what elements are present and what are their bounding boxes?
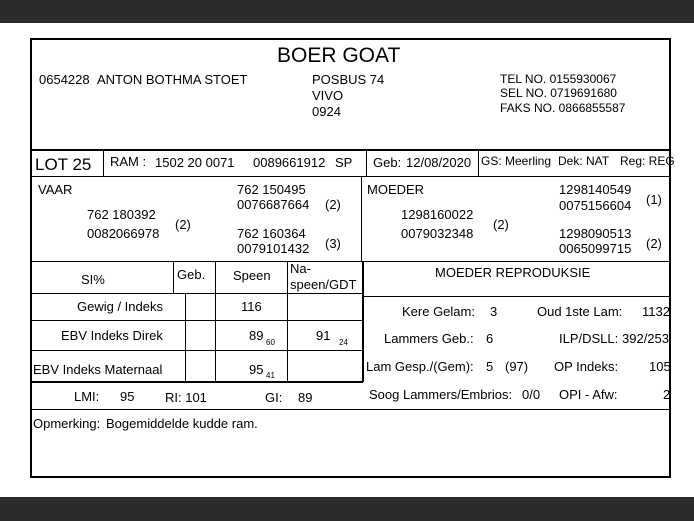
ri-value: RI: 101 — [165, 390, 207, 405]
sire-dam-number: 762 160364 — [237, 226, 306, 241]
card-title: BOER GOAT — [277, 44, 401, 67]
lmi-value: 95 — [120, 389, 135, 404]
sire-sire-count: (2) — [325, 197, 341, 212]
gi-label: GI: — [265, 390, 283, 405]
breeder-code: 0654228 — [39, 72, 90, 87]
breeder-name: ANTON BOTHMA STOET — [97, 72, 248, 87]
address-line-3: 0924 — [312, 104, 341, 119]
birth-date: 12/08/2020 — [406, 155, 472, 170]
repro-title: MOEDER REPRODUKSIE — [435, 265, 591, 280]
gewig-speen: 116 — [241, 299, 262, 314]
direk-naspeen: 91 — [316, 328, 331, 343]
dam-count: (2) — [493, 217, 509, 232]
address-line-2: VIVO — [312, 88, 344, 103]
sire-label: VAAR — [38, 182, 73, 197]
ram-id: 1502 20 0071 — [155, 155, 235, 170]
gesp-label: Lam Gesp./(Gem): — [366, 359, 474, 374]
op-label: OP Indeks: — [554, 359, 619, 374]
maternaal-label: EBV Indeks Maternaal — [33, 362, 163, 377]
opi-label: OPI - Afw: — [559, 387, 618, 402]
divider — [361, 177, 362, 261]
ilp-label: ILP/DSLL: — [559, 331, 619, 346]
birth-status: GS: Meerling — [481, 154, 552, 168]
sire-number: 762 180392 — [87, 207, 156, 222]
remark-text: Bogemiddelde kudde ram. — [106, 416, 258, 431]
lammers-value: 6 — [486, 331, 494, 346]
divider — [362, 262, 364, 382]
faks-number: FAKS NO. 0866855587 — [500, 101, 626, 115]
dam-dam-count: (2) — [646, 236, 662, 251]
ram-sp: SP — [335, 155, 353, 170]
dam-dam-registration: 0065099715 — [559, 241, 632, 256]
ram-registration: 0089661912 — [253, 155, 326, 170]
si-header: SI% — [81, 272, 105, 287]
lot-number: LOT 25 — [35, 155, 92, 174]
divider — [103, 151, 104, 176]
op-value: 105 — [649, 359, 671, 374]
divider — [185, 293, 186, 382]
soog-label: Soog Lammers/Embrios: — [369, 387, 513, 402]
gewig-label: Gewig / Indeks — [77, 299, 163, 314]
kere-value: 3 — [490, 304, 498, 319]
oud-value: 1132 — [642, 304, 670, 319]
kere-label: Kere Gelam: — [402, 304, 475, 319]
sire-sire-registration: 0076687664 — [237, 197, 310, 212]
divider — [287, 262, 288, 382]
divider — [32, 409, 669, 410]
divider — [478, 151, 479, 176]
lammers-label: Lammers Geb.: — [384, 331, 474, 346]
mating-type: Dek: NAT — [558, 154, 610, 168]
divider — [32, 350, 363, 351]
oud-label: Oud 1ste Lam: — [537, 304, 623, 319]
address-line-1: POSBUS 74 — [312, 72, 385, 87]
tel-number: TEL NO. 0155930067 — [500, 72, 617, 86]
opi-value: 2 — [663, 387, 671, 402]
naspeen-header-line-1: Na- — [290, 261, 311, 276]
maternaal-speen-count: 41 — [266, 371, 275, 380]
maternaal-speen: 95 — [249, 362, 264, 377]
divider — [32, 293, 363, 294]
divider — [32, 381, 363, 383]
gi-value: 89 — [298, 390, 313, 405]
sale-card — [30, 38, 675, 478]
divider — [363, 296, 669, 297]
naspeen-header-line-2: speen/GDT — [290, 277, 357, 292]
soog-value: 0/0 — [522, 387, 541, 402]
dam-registration: 0079032348 — [401, 226, 474, 241]
birth-label: Geb: — [373, 155, 402, 170]
ilp-value: 392/253 — [622, 331, 669, 346]
divider — [366, 151, 367, 176]
sire-sire-number: 762 150495 — [237, 182, 306, 197]
sel-number: SEL NO. 0719691680 — [500, 86, 617, 100]
dam-dam-number: 1298090513 — [559, 226, 632, 241]
gesp-average: (97) — [505, 359, 529, 374]
dam-number: 1298160022 — [401, 207, 474, 222]
registration-type: Reg: REG — [620, 154, 675, 168]
dam-label: MOEDER — [367, 182, 425, 197]
lmi-label: LMI: — [74, 389, 100, 404]
remark-label: Opmerking: — [33, 416, 101, 431]
divider — [32, 149, 669, 151]
dam-sire-number: 1298140549 — [559, 182, 632, 197]
dam-sire-registration: 0075156604 — [559, 198, 632, 213]
direk-speen: 89 — [249, 328, 264, 343]
divider — [32, 320, 363, 321]
gesp-value: 5 — [486, 359, 494, 374]
bottom-bar — [0, 497, 694, 521]
direk-speen-count: 60 — [266, 338, 275, 347]
divider — [215, 262, 216, 382]
sire-dam-count: (3) — [325, 236, 341, 251]
direk-naspeen-count: 24 — [339, 338, 348, 347]
dam-sire-count: (1) — [646, 192, 662, 207]
sire-dam-registration: 0079101432 — [237, 241, 310, 256]
top-bar — [0, 0, 694, 23]
sire-registration: 0082066978 — [87, 226, 160, 241]
divider — [32, 176, 669, 177]
ram-label: RAM : — [110, 154, 147, 169]
direk-label: EBV Indeks Direk — [61, 328, 163, 343]
divider — [173, 262, 174, 293]
sire-count: (2) — [175, 217, 191, 232]
speen-header: Speen — [233, 268, 271, 283]
geb-header: Geb. — [177, 267, 206, 282]
divider — [32, 261, 669, 262]
